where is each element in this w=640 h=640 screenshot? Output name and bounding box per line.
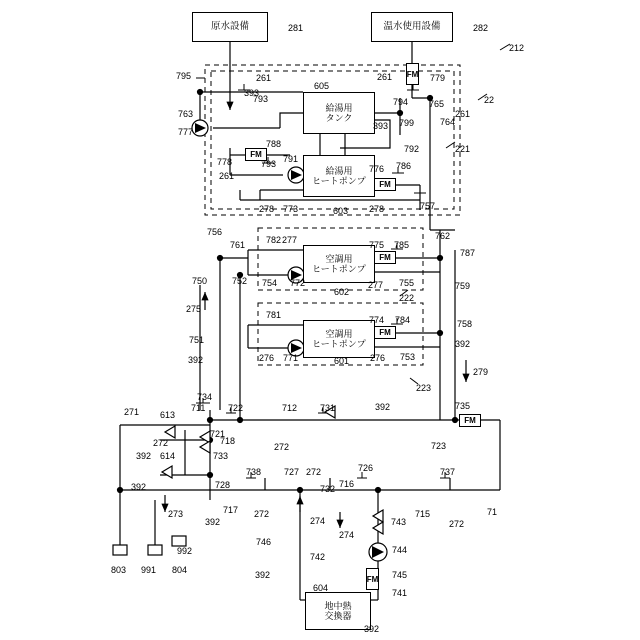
ref-number: 278 — [369, 204, 385, 214]
ref-number: 727 — [284, 467, 300, 477]
ref-number: 275 — [186, 304, 202, 314]
block-raw-water-equipment: 原水設備 — [192, 12, 268, 42]
ref-number: 717 — [223, 505, 239, 515]
ref-number: 772 — [290, 278, 306, 288]
ref-number: 392 — [136, 451, 152, 461]
ref-number: 787 — [460, 248, 476, 258]
ref-number: 793 — [261, 159, 277, 169]
ref-number: 614 — [160, 451, 176, 461]
block-hvac-heat-pump-602 — [303, 245, 375, 283]
ref-number: 221 — [455, 144, 471, 154]
block-hot-water-heat-pump-label: 給湯用 ヒートポンプ — [312, 165, 366, 186]
flow-meter-745: FM — [366, 568, 379, 590]
block-hvac-heat-pump-601-label: 空調用 ヒートポンプ — [312, 328, 366, 349]
ref-number: 774 — [369, 315, 385, 325]
flow-meter-775: FM — [374, 251, 396, 264]
ref-number: 728 — [215, 480, 231, 490]
ref-number: 763 — [178, 109, 194, 119]
flow-meter-778: FM — [245, 148, 267, 161]
ref-number: 605 — [314, 81, 330, 91]
ref-number: 71 — [487, 507, 498, 517]
ref-number: 777 — [178, 127, 194, 137]
ref-number: 276 — [370, 353, 386, 363]
ref-number: 274 — [310, 516, 326, 526]
ref-number: 799 — [399, 118, 415, 128]
ref-number: 723 — [431, 441, 447, 451]
ref-number: 991 — [141, 565, 157, 575]
ref-number: 755 — [399, 278, 415, 288]
ref-number: 758 — [457, 319, 473, 329]
ref-number: 795 — [176, 71, 192, 81]
ref-number: 784 — [395, 315, 411, 325]
ref-number: 281 — [288, 23, 304, 33]
ref-number: 392 — [455, 339, 471, 349]
ref-number: 744 — [392, 545, 408, 555]
ref-number: 803 — [111, 565, 127, 575]
ref-number: 272 — [306, 467, 322, 477]
ref-number: 602 — [334, 287, 350, 297]
ref-number: 757 — [420, 201, 436, 211]
ref-number: 771 — [283, 353, 299, 363]
ref-number: 603 — [333, 206, 349, 216]
ref-number: 716 — [339, 479, 355, 489]
ref-number: 392 — [131, 482, 147, 492]
ref-number: 785 — [394, 240, 410, 250]
ref-number: 222 — [399, 293, 415, 303]
block-ground-heat-exchanger — [305, 592, 371, 630]
flow-meter-735: FM — [459, 414, 481, 427]
ref-number: 754 — [262, 278, 278, 288]
ref-number: 272 — [153, 438, 169, 448]
ref-number: 223 — [416, 383, 432, 393]
ref-number: 392 — [364, 624, 380, 634]
ref-number: 392 — [205, 517, 221, 527]
ref-number: 776 — [369, 164, 385, 174]
ref-number: 751 — [189, 335, 205, 345]
ref-number: 604 — [313, 583, 329, 593]
ref-number: 764 — [440, 117, 456, 127]
ref-number: 392 — [188, 355, 204, 365]
ref-number: 393 — [244, 88, 260, 98]
ref-number: 765 — [429, 99, 445, 109]
ref-number: 212 — [509, 43, 525, 53]
ref-number: 756 — [207, 227, 223, 237]
ref-number: 272 — [449, 519, 465, 529]
ref-number: 261 — [377, 72, 393, 82]
ref-number: 273 — [168, 509, 184, 519]
ref-number: 282 — [473, 23, 489, 33]
block-hot-water-tank-label: 給湯用 タンク — [325, 102, 353, 123]
ref-number: 782 — [266, 235, 282, 245]
ref-number: 794 — [393, 97, 409, 107]
ref-number: 726 — [358, 463, 374, 473]
block-hvac-heat-pump-601 — [303, 320, 375, 358]
ref-number: 742 — [310, 552, 326, 562]
ref-number: 741 — [392, 588, 408, 598]
ref-number: 733 — [213, 451, 229, 461]
ref-number: 392 — [255, 570, 271, 580]
ref-number: 738 — [246, 467, 262, 477]
ref-number: 715 — [415, 509, 431, 519]
ref-number: 745 — [392, 570, 408, 580]
block-hot-water-usage-equipment: 温水使用設備 — [371, 12, 453, 42]
ref-number: 278 — [259, 204, 275, 214]
ref-number: 791 — [283, 154, 299, 164]
ref-number: 793 — [253, 94, 269, 104]
ref-number: 277 — [282, 235, 298, 245]
ref-number: 759 — [455, 281, 471, 291]
ref-number: 711 — [191, 403, 206, 413]
ref-number: 804 — [172, 565, 188, 575]
ref-number: 22 — [484, 95, 495, 105]
ref-number: 392 — [375, 402, 391, 412]
ref-number: 750 — [192, 276, 208, 286]
ref-number: 272 — [274, 442, 290, 452]
ref-number: 761 — [230, 240, 246, 250]
ref-number: 746 — [256, 537, 272, 547]
ref-number: 261 — [455, 109, 471, 119]
ref-number: 279 — [473, 367, 489, 377]
flow-meter-779: FM — [406, 63, 419, 85]
ref-number: 712 — [282, 403, 298, 413]
ref-number: 743 — [391, 517, 407, 527]
block-hvac-heat-pump-602-label: 空調用 ヒートポンプ — [312, 253, 366, 274]
ref-number: 792 — [404, 144, 420, 154]
ref-number: 737 — [440, 467, 456, 477]
block-ground-heat-exchanger-label: 地中熱 交換器 — [324, 600, 352, 621]
ref-number: 722 — [228, 403, 244, 413]
ref-number: 778 — [217, 157, 233, 167]
ref-number: 261 — [256, 73, 272, 83]
ref-number: 718 — [220, 436, 236, 446]
ref-number: 393 — [373, 121, 389, 131]
ref-number: 735 — [455, 401, 471, 411]
ref-number: 781 — [266, 310, 282, 320]
ref-number: 274 — [339, 530, 355, 540]
ref-number: 773 — [283, 204, 299, 214]
ref-number: 276 — [259, 353, 275, 363]
ref-number: 272 — [254, 509, 270, 519]
flow-meter-776: FM — [374, 178, 396, 191]
ref-number: 992 — [177, 546, 193, 556]
ref-number: 788 — [266, 139, 282, 149]
ref-number: 271 — [124, 407, 140, 417]
block-hot-water-tank — [303, 92, 375, 134]
ref-number: 762 — [435, 231, 451, 241]
ref-number: 601 — [334, 356, 350, 366]
ref-number: 731 — [320, 403, 336, 413]
ref-number: 734 — [197, 392, 213, 402]
ref-number: 721 — [210, 429, 226, 439]
flow-meter-774: FM — [374, 326, 396, 339]
ref-number: 613 — [160, 410, 176, 420]
ref-number: 752 — [232, 276, 248, 286]
ref-number: 753 — [400, 352, 416, 362]
ref-number: 732 — [320, 484, 336, 494]
ref-number: 786 — [396, 161, 412, 171]
ref-number: 775 — [369, 240, 385, 250]
ref-number: 779 — [430, 73, 446, 83]
ref-number: 277 — [368, 280, 384, 290]
ref-number: 261 — [219, 171, 235, 181]
block-hot-water-heat-pump — [303, 155, 375, 197]
